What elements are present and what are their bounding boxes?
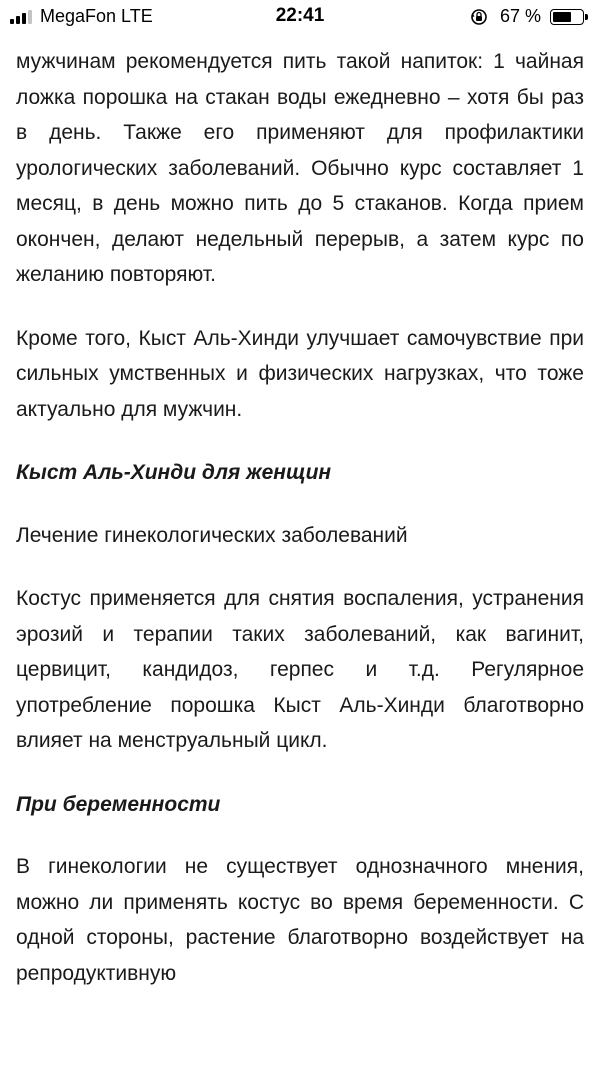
status-bar — [0, 0, 600, 34]
orientation-lock-icon — [470, 8, 488, 26]
article-paragraph: В гинекологии не существует однозначного мнения, можно ли применять костус во время беременности. С одной стороны, растение благотворно воздействует на репродуктивную — [16, 855, 584, 985]
carrier-label: MegaFon LTE — [40, 6, 153, 26]
article-body — [16, 44, 584, 1019]
article-paragraph: Кроме того, Кыст Аль-Хинди улучшает самочувствие при сильных умственных и физических нагрузках, что тоже актуально для мужчин. — [16, 326, 584, 421]
section-subtitle: Лечение гинекологических заболеваний — [16, 523, 408, 547]
battery-nub — [585, 14, 588, 20]
battery-fill — [553, 12, 571, 22]
status-time: 22:41 — [275, 5, 325, 26]
battery-icon — [550, 9, 584, 25]
battery-percent: 67 % — [500, 6, 542, 26]
section-heading-pregnancy: При беременности — [16, 792, 221, 816]
article-paragraph: Костус применяется для снятия воспаления, устранения эрозий и терапии таких заболеваний, как вагинит, цервицит, кандидоз, герпес и т.д. Регулярное употребление порошка Кыст Аль-Хинди благотворно влияет на менструальный цикл. — [16, 587, 584, 752]
section-heading-women: Кыст Аль-Хинди для женщин — [16, 461, 332, 484]
article-paragraph: мужчинам рекомендуется пить такой напиток: 1 чайная ложка порошка на стакан воды ежедневно – хотя бы раз в день. Также его применяют для профилактики урологических заболеваний. Обычно курс составляет 1 месяц, в день можно пить до 5 стаканов. Когда прием окончен, делают недельный перерыв, а затем курс по желанию повторяют. — [16, 50, 584, 286]
